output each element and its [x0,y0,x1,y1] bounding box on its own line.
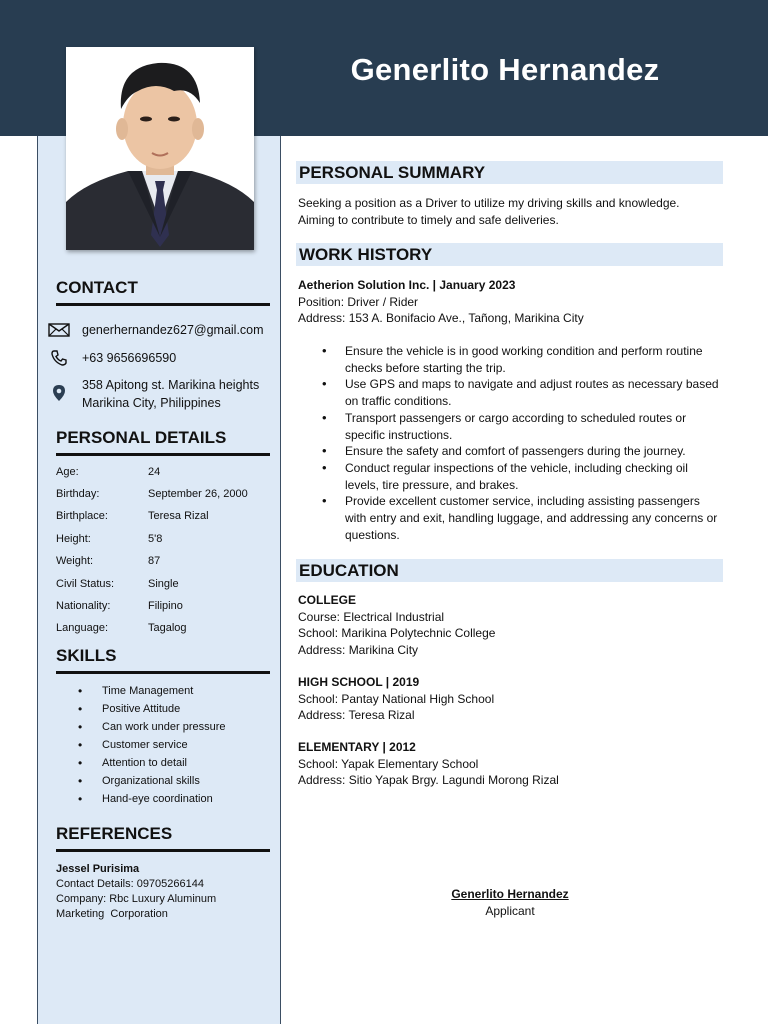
detail-label: Birthplace: [56,510,108,522]
skill-item: • Positive Attitude [56,700,270,718]
detail-label: Birthday: [56,488,100,500]
reference-company-line1: Company: Rbc Luxury Aluminum [56,893,217,905]
signature-block [410,886,610,919]
detail-label: Language: [56,622,108,634]
education-elementary [298,739,723,789]
map-pin-icon [46,384,72,402]
detail-row [56,600,270,616]
contact-address-line2: Marikina City, Philippines [82,396,221,410]
detail-value: Tagalog [148,622,187,634]
detail-row [56,488,270,504]
profile-photo [66,47,254,250]
detail-value: 24 [148,466,161,478]
summary-line2: Aiming to contribute to timely and safe deliveries. [298,212,559,227]
contact-heading: CONTACT [56,278,270,306]
detail-value: 5'8 [148,533,163,545]
elementary-title: ELEMENTARY | 2012 [298,740,416,754]
reference-entry [56,862,270,922]
summary-line1: Seeking a position as a Driver to utilize my driving skills and knowledge. [298,196,680,210]
education-heading: EDUCATION [296,559,723,582]
detail-value: Filipino [148,600,183,612]
reference-contact: Contact Details: 09705266144 [56,878,204,890]
education-high-school [298,674,723,724]
college-address: Address: Marikina City [298,642,419,657]
skills-heading: SKILLS [56,646,270,674]
duty-item: • Conduct regular inspections of the vehicle, including checking oil levels, tire pressure, and brakes. [298,460,723,493]
references-heading: REFERENCES [56,824,270,852]
personal-details-heading: PERSONAL DETAILS [56,428,270,456]
duty-item: • Transport passengers or cargo according to scheduled routes or specific instructions. [298,410,723,443]
duty-item: • Provide excellent customer service, including assisting passengers with entry and exit, handling luggage, and addressing any concerns or questions. [298,493,723,543]
envelope-icon [46,321,72,339]
elementary-school: School: Yapak Elementary School [298,756,479,771]
detail-row [56,533,270,549]
phone-icon [46,349,72,367]
detail-row [56,466,270,482]
elementary-address: Address: Sitio Yapak Brgy. Lagundi Morong Rizal [298,773,559,787]
detail-label: Weight: [56,555,94,567]
detail-value: Single [148,578,179,590]
detail-value: Teresa Rizal [148,510,209,522]
college-title: COLLEGE [298,593,357,607]
skill-item: • Time Management [56,682,270,700]
skill-item: • Customer service [56,736,270,754]
summary-text [298,195,723,228]
duty-item: • Ensure the vehicle is in good working condition and perform routine checks before starting the trip. [298,343,723,376]
signature-name: Generlito Hernandez [451,887,569,901]
detail-value: September 26, 2000 [148,488,248,500]
work-position: Position: Driver / Rider [298,294,419,309]
detail-row [56,510,270,526]
skills-list [56,682,270,808]
skill-item: • Hand-eye coordination [56,790,270,808]
high-school-address: Address: Teresa Rizal [298,708,415,722]
duty-item: • Ensure the safety and comfort of passengers during the journey. [298,443,723,460]
detail-label: Height: [56,533,91,545]
detail-row [56,555,270,571]
college-course: Course: Electrical Industrial [298,609,445,624]
high-school-title: HIGH SCHOOL | 2019 [298,675,420,689]
reference-name: Jessel Purisima [56,863,140,875]
detail-row [56,578,270,594]
signature-role: Applicant [485,903,535,918]
skill-item: • Attention to detail [56,754,270,772]
work-entry [298,277,723,327]
skill-item: • Can work under pressure [56,718,270,736]
detail-row [56,622,270,638]
contact-phone[interactable]: +63 9656696590 [82,351,177,365]
work-history-heading: WORK HISTORY [296,243,723,266]
detail-label: Age: [56,466,79,478]
work-duties-list [298,343,723,543]
personal-summary-heading: PERSONAL SUMMARY [296,161,723,184]
contact-address-line1: 358 Apitong st. Marikina heights [82,378,260,392]
detail-label: Civil Status: [56,578,115,590]
contact-email[interactable]: generhernandez627@gmail.com [82,323,264,337]
skill-item: • Organizational skills [56,772,270,790]
detail-label: Nationality: [56,600,111,612]
duty-item: • Use GPS and maps to navigate and adjust routes as necessary based on traffic conditions. [298,376,723,409]
high-school-school: School: Pantay National High School [298,691,495,706]
applicant-name: Generlito Hernandez [350,52,660,87]
detail-value: 87 [148,555,161,567]
reference-company-line2: Marketing Corporation [56,908,168,920]
education-college [298,592,723,658]
college-school: School: Marikina Polytechnic College [298,626,496,640]
work-address: Address: 153 A. Bonifacio Ave., Tañong, Marikina City [298,311,584,325]
work-employer: Aetherion Solution Inc. | January 2023 [298,278,516,292]
